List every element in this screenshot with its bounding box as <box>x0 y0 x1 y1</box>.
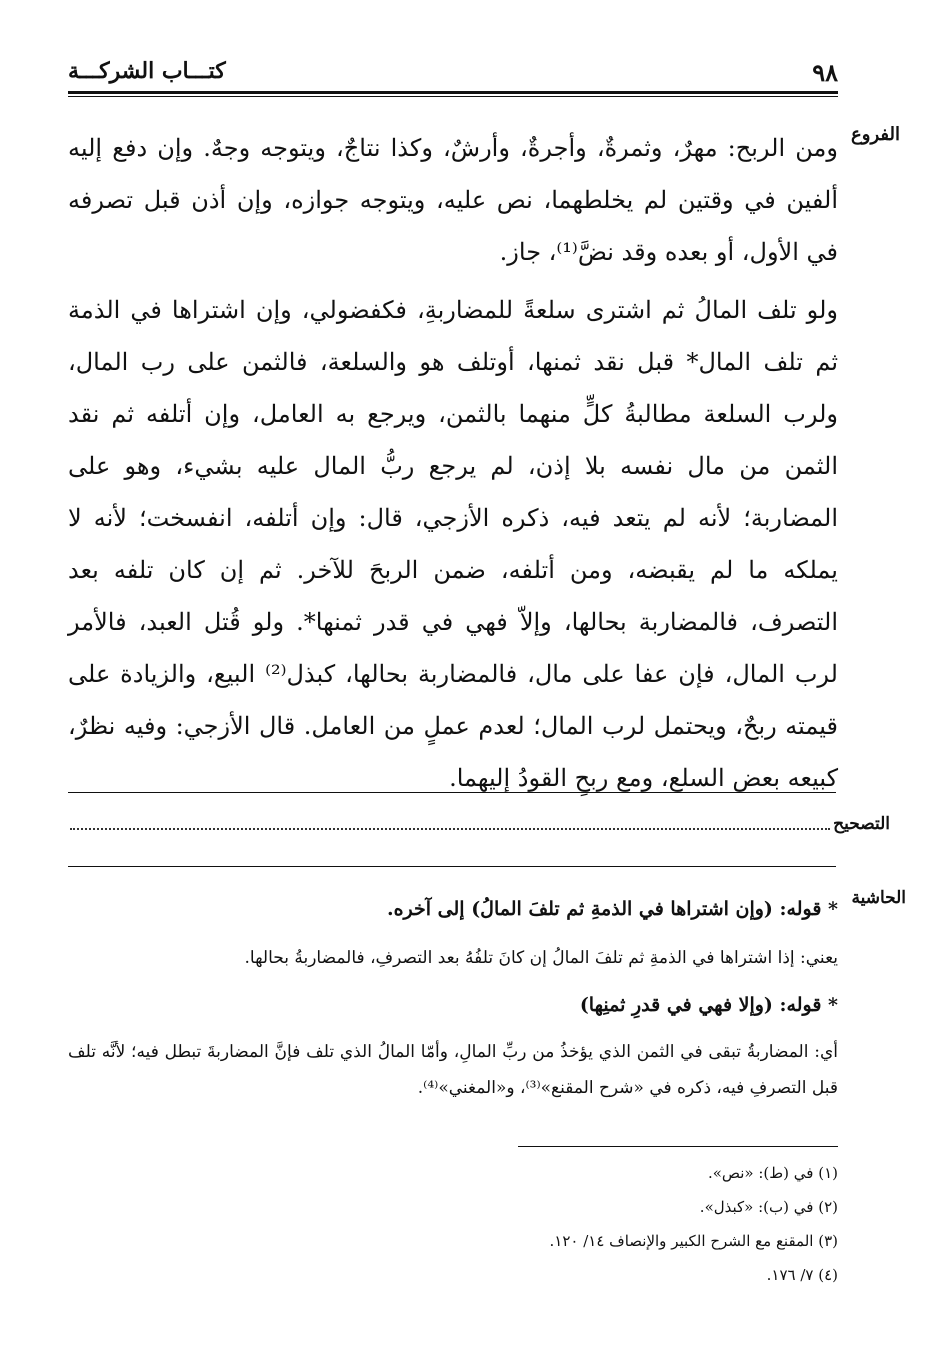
main-text <box>68 122 838 804</box>
page-header <box>68 56 838 90</box>
hashiya-explanation-2: أي: المضاربةُ تبقى في الثمن الذي يؤخذُ من ربِّ المالِ، وأمّا المالُ الذي تلف فإنَّ المضاربةَ تبطل فيه؛ لأنَّه تلف قبل التصرفِ فيه، ذكره في «شرح المقنع»⁽³⁾، و«المغني»⁽⁴⁾. <box>68 1042 838 1098</box>
footnotes <box>420 1156 838 1292</box>
quote-1-label: * قوله: <box>779 898 838 920</box>
footnote-2: (٢) في (ب): «كبذل». <box>699 1198 838 1216</box>
header-rule-thick <box>68 91 838 94</box>
tashih-rule-top <box>68 792 836 793</box>
header-rule-thin <box>68 96 838 97</box>
tashih-dotted-line <box>70 826 830 830</box>
footnote-rule <box>518 1146 838 1147</box>
hashiya-section <box>68 892 838 1106</box>
hashiya-quote-2 <box>68 988 838 1022</box>
margin-label-furu: الفروع <box>851 124 900 145</box>
quote-2-label: * قوله: <box>779 994 838 1016</box>
footnote-3: (٣) المقنع مع الشرح الكبير والإنصاف ١٤/ ١٢٠. <box>549 1232 838 1250</box>
hashiya-explanation-1: يعني: إذا اشتراها في الذمةِ ثم تلفَ المالُ إن كانَ تلفُهُ بعد التصرفِ، فالمضاربةُ بحالها. <box>244 948 838 968</box>
margin-label-hashiya: الحاشية <box>851 888 906 908</box>
page-number: ٩٨ <box>812 58 838 87</box>
main-paragraph-1: ومن الربح: مهرٌ، وثمرةٌ، وأجرةٌ، وأرشٌ، وكذا نتاجٌ، ويتوجه وجهٌ. وإن دفع إليه ألفين في وقتين لم يخلطهما، نص عليه، ويتوجه جوازه، وإن أذن قبل تصرفه في الأول، أو بعده وقد نضَّ⁽¹⁾، جاز. <box>68 134 838 266</box>
footnote-4: (٤) ٧/ ١٧٦. <box>766 1266 838 1284</box>
quote-2-text: (وإلا فهي في قدرِ ثمنِها) <box>579 994 773 1016</box>
footnote-1: (١) في (ط): «نص». <box>707 1164 838 1182</box>
tashih-rule-bottom <box>68 866 836 867</box>
book-title: كتـــاب الشركـــة <box>68 58 226 84</box>
margin-label-tashih: التصحيح <box>833 814 890 834</box>
hashiya-quote-1 <box>68 892 838 926</box>
main-paragraph-2: ولو تلف المالُ ثم اشترى سلعةً للمضاربةِ، فكفضولي، وإن اشتراها في الذمة ثم تلف المال* قبل نقد ثمنها، أوتلف هو والسلعة، فالثمن على رب المال، ولرب السلعة مطالبةُ كلٍّ منهما بالثمن، ويرجع به العامل، وإن أتلفه ثم نقد الثمن من مال نفسه بلا إذن، لم يرجع ربُّ المال عليه بشيء، وهو على المضاربة؛ لأنه لم يتعد فيه، ذكره الأزجي، قال: وإن أتلفه، انفسخت؛ لأنه لا يملكه ما لم يقبضه، ومن أتلفه، ضمن الربحَ للآخر. ثم إن كان تلفه بعد التصرف، فالمضاربة بحالها، وإلاّ فهي في قدر ثمنها*. ولو قُتل العبد، فالأمر لرب المال، فإن عفا على مال، فالمضاربة بحالها، كبذل⁽²⁾ البيع، والزيادة على قيمته ربحٌ، ويحتمل لرب المال؛ لعدم عملٍ من العامل. قال الأزجي: وفيه نظرٌ، كبيعه بعض السلع، ومع ربحِ القودُ إليهما. <box>68 296 838 792</box>
quote-1-text: (وإن اشتراها في الذمةِ ثم تلفَ المالُ) إلى آخره. <box>386 898 773 920</box>
